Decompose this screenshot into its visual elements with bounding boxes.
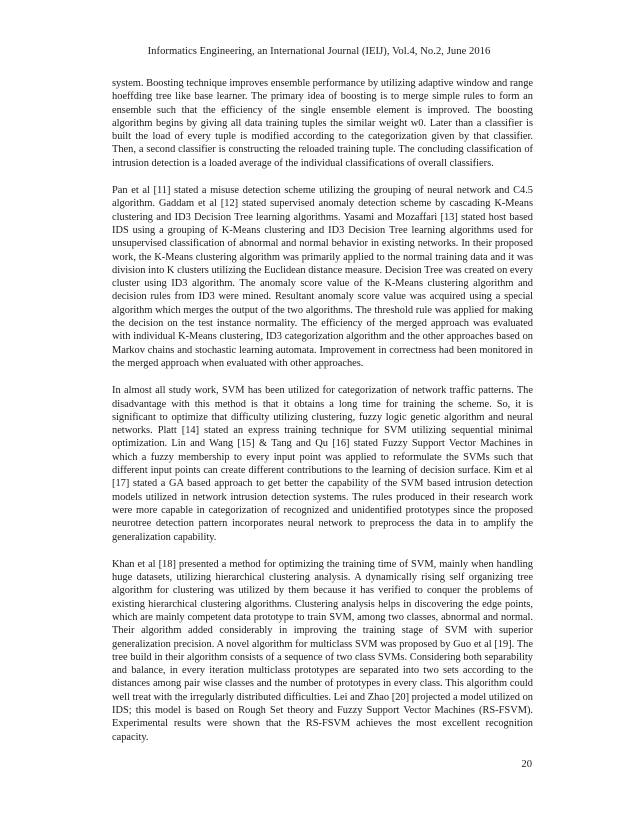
body-text xyxy=(112,77,533,758)
paragraph-svm-optimization: Khan et al [18] presented a method for optimizing the training time of SVM, mainly when handling huge datasets, utilizing hierarchical clustering analysis. A dynamically rising self organizing tree algorithm for clustering was utilized by them because it has verified to conquer the problems of existing hierarchical clustering algorithms. Clustering analysis helps in discovering the edge points, which are mainly competent data prototype to train SVM, among two classes, abnormal and normal. Their algorithm added considerably in improving the training stage of SVM with superior generalization precision. A novel algorithm for multiclass SVM was proposed by Guo et al [19]. The tree build in their algorithm consists of a sequence of two class SVMs. Considering both separability and balance, in every iteration multiclass prototypes are separated into two sets according to the distances among pair wise classes and the number of prototypes in every class. This algorithm could well treat with the irregularly distributed difficulties. Lei and Zhao [20] projected a model utilized on IDS; this model is based on Rough Set theory and Fuzzy Support Vector Machines (RS-FSVM). Experimental results were shown that the RS-FSVM achieves the most excellent recognition capacity. xyxy=(112,558,533,743)
running-header: Informatics Engineering, an International Journal (IEIJ), Vol.4, No.2, June 2016 xyxy=(147,46,491,57)
paragraph-misuse-detection: Pan et al [11] stated a misuse detection scheme utilizing the grouping of neural network and C4.5 algorithm. Gaddam et al [12] stated supervised anomaly detection scheme by cascading K-Means clustering and ID3 Decision Tree learning algorithms. Yasami and Mozaffari [13] stated host based IDS using a grouping of K-Means clustering and ID3 Decision Tree learning algorithms used for unsupervised classification of abnormal and normal behavior in existing networks. In their proposed work, the K-Means clustering algorithm was primarily applied to the normal training data and it was division into K clusters utilizing the Euclidean distance measure. Decision Tree was created on every cluster using ID3 algorithm. The anomaly score value of the K-Means clustering algorithm and decision rules from ID3 were mined. Resultant anomaly score value was acquired using a special algorithm which merges the output of the two algorithms. The threshold rule was applied for making the decision on the test instance normality. The efficiency of the merged approach was evaluated with individual K-Means clustering, ID3 categorization algorithm and the other approaches based on Markov chains and stochastic learning automata. Improvement in correctness had been monitored in the merged approach when evaluated with other approaches. xyxy=(112,185,533,369)
page-number: 20 xyxy=(521,759,532,770)
paragraph-boosting: system. Boosting technique improves ensemble performance by utilizing adaptive window and range hoeffding tree like base learner. The primary idea of boosting is to merge simple rules to form an ensemble such that the efficiency of the single ensemble element is improved. The boosting algorithm begins by giving all data training tuples the similar weight w0. Later than a classifier is built the load of every tuple is modified according to the categorization given by that classifier. Then, a second classifier is constructing the reloaded training tuple. The concluding classification of intrusion detection is a loaded average of the individual classifications of overall classifiers. xyxy=(112,78,533,169)
paragraph-svm-categorization: In almost all study work, SVM has been utilized for categorization of network traffic patterns. The disadvantage with this method is that it obtains a long time for training the scheme. So, it is significant to optimize that difficulty utilizing clustering, fuzzy logic genetic algorithm and neural networks. Platt [14] stated an express training technique for SVM utilizing sequential minimal optimization. Lin and Wang [15] & Tang and Qu [16] stated Fuzzy Support Vector Machines in which a fuzzy membership to every input point was applied to reformulate the SVMs such that different input points can create different contributions to the learning of decision surface. Kim et al [17] stated a GA based approach to get better the capability of the SVM based intrusion detection models utilized in network intrusion detection systems. The rules produced in their research work were more capable in categorization of recognized and unidentified prototypes since the proposed neurotree detection pattern incorporates neural network to preprocess the data in to amplify the generalization capability. xyxy=(112,385,533,543)
